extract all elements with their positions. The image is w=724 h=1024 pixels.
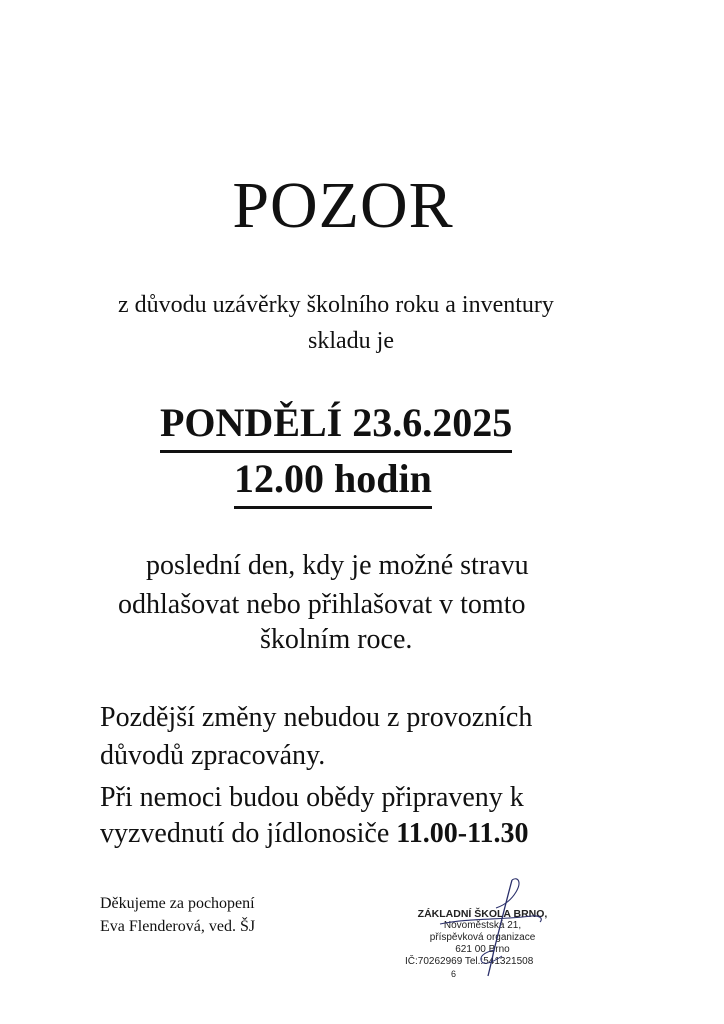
notice-line-1: Pozdější změny nebudou z provozních [100,702,533,733]
message-line-3: školním roce. [260,624,413,655]
deadline-time: 12.00 hodin [234,454,432,509]
stamp-number: 6 [451,969,457,979]
pickup-time: 11.00-11.30 [396,818,529,849]
notice-line-4-text: vyzvednutí do jídlonosiče [100,818,397,849]
author-signature-line: Eva Flenderová, ved. ŠJ [100,918,256,935]
stamp-street: Novoměstská 21, [443,920,522,931]
deadline-date: PONDĚLÍ 23.6.2025 [160,398,512,453]
intro-line-2: skladu je [308,328,394,354]
notice-line-4 [100,816,529,852]
notice-line-3: Při nemoci budou obědy připraveny k [100,782,524,813]
page-title: POZOR [232,169,454,242]
stamp-school-name: ZÁKLADNÍ ŠKOLA BRNO, [417,908,548,920]
intro-line-1: z důvodu uzávěrky školního roku a inventury [118,292,554,318]
thanks-text: Děkujeme za pochopení [100,895,255,912]
message-line-2: odhlašovat nebo přihlašovat v tomto [118,589,526,620]
stamp-org: příspěvková organizace [429,932,536,943]
handwritten-signature [420,872,560,982]
message-line-1: poslední den, kdy je možné stravu [146,550,529,581]
stamp-ids: IČ:70262969 Tel.:541321508 [405,956,534,967]
stamp-city: 621 00 Brno [455,944,510,955]
notice-line-2: důvodů zpracovány. [100,740,326,771]
